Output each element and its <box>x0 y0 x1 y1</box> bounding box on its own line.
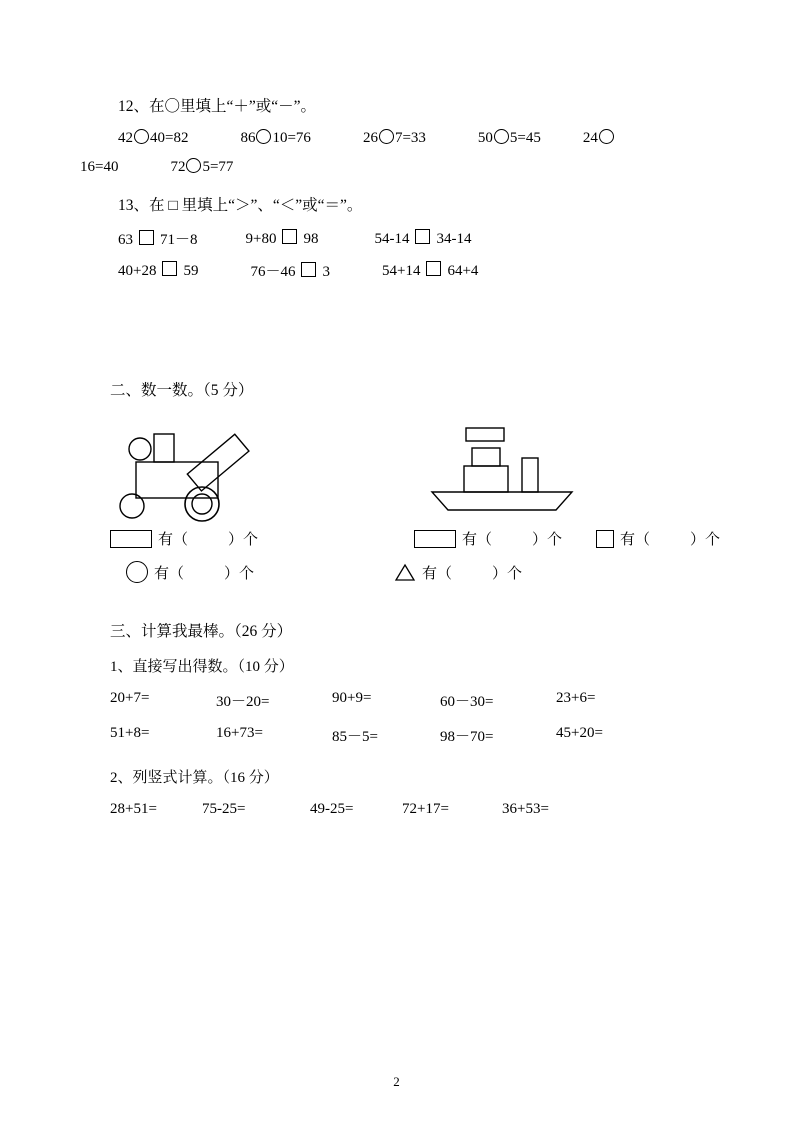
q13-item-6 <box>382 261 478 280</box>
square-blank-icon[interactable] <box>415 229 430 244</box>
calc-item: 72+17= <box>402 801 449 818</box>
count-item-1 <box>110 528 258 549</box>
square-blank-icon[interactable] <box>162 261 177 276</box>
calc-item: 49-25= <box>310 801 354 818</box>
question-13-title: 13、在 □ 里填上“＞”、“＜”或“＝”。 <box>118 197 363 215</box>
count-item-5 <box>394 562 522 583</box>
q12-item-2-right: 10=76 <box>272 130 311 147</box>
question-12-title: 12、在〇里填上“＋”或“－”。 <box>118 98 317 115</box>
circle-blank-icon[interactable] <box>379 129 394 144</box>
q13-item-3-left: 54-14 <box>374 231 410 248</box>
count-item-3 <box>596 528 720 549</box>
count-item-4-label: 有（ <box>154 565 185 582</box>
calc-item: 16+73= <box>216 725 263 742</box>
calc-item: 90+9= <box>332 690 372 707</box>
q13-item-5-right: 3 <box>322 264 330 281</box>
count-item-2-suffix: ）个 <box>531 532 562 549</box>
calc-row-1 <box>80 690 720 711</box>
q13-item-2-left: 9+80 <box>245 231 277 248</box>
count-item-5-label: 有（ <box>422 565 453 582</box>
figures-area <box>80 414 720 524</box>
circle-icon <box>126 561 148 583</box>
q12-item-3 <box>363 129 426 147</box>
section-2-title: 二、数一数。（5 分） <box>110 382 254 400</box>
q12-item-3-left: 26 <box>362 130 378 147</box>
q12-item-1-right: 40=82 <box>150 130 189 147</box>
circle-blank-icon[interactable] <box>599 129 614 144</box>
q12-item-6-left: 72 <box>170 159 186 176</box>
count-item-4 <box>126 561 254 583</box>
page-content <box>80 95 720 832</box>
q12-item-3-right: 7=33 <box>394 130 426 147</box>
q13-item-3 <box>374 229 471 248</box>
q12-item-5-cont <box>80 159 118 176</box>
section-3-sub-1-title: 1、直接写出得数。（10 分） <box>110 659 294 676</box>
q13-item-2 <box>246 229 319 248</box>
calc-item: 23+6= <box>556 690 596 707</box>
question-12-row-1 <box>80 129 720 147</box>
rectangle-icon <box>414 530 456 548</box>
circle-blank-icon[interactable] <box>134 129 149 144</box>
q12-item-4 <box>478 129 541 147</box>
count-row-1 <box>80 528 720 549</box>
calc-item: 85－5= <box>332 729 378 746</box>
q12-item-6-right: 5=77 <box>202 159 234 176</box>
q12-item-5 <box>583 129 615 147</box>
calc-item: 20+7= <box>110 690 150 707</box>
q12-item-4-right: 5=45 <box>509 130 541 147</box>
q13-item-4 <box>118 261 198 280</box>
circle-blank-icon[interactable] <box>256 129 271 144</box>
q12-item-5-left: 24 <box>582 130 598 147</box>
page-number: 2 <box>393 1074 400 1089</box>
tractor-figure-icon <box>106 414 336 524</box>
q13-item-6-right: 64+4 <box>447 263 479 280</box>
question-12-row-2 <box>80 158 720 176</box>
q12-item-2-left: 86 <box>240 130 256 147</box>
question-13-row-2 <box>80 260 720 281</box>
q12-item-1 <box>118 129 188 147</box>
section-3-title: 三、计算我最棒。（26 分） <box>110 623 293 641</box>
calc-item: 60－30= <box>440 694 494 711</box>
count-item-1-label: 有（ <box>158 532 189 549</box>
q13-item-4-right: 59 <box>183 263 199 280</box>
count-item-3-label: 有（ <box>619 532 650 549</box>
count-item-1-suffix: ）个 <box>228 532 259 549</box>
triangle-icon <box>394 563 416 582</box>
calc-item: 28+51= <box>110 801 157 818</box>
calc-item: 30－20= <box>216 694 270 711</box>
square-blank-icon[interactable] <box>301 262 316 277</box>
count-row-2 <box>80 561 720 583</box>
calc-item: 45+20= <box>556 725 603 742</box>
q13-item-4-left: 40+28 <box>118 263 157 280</box>
square-blank-icon[interactable] <box>426 261 441 276</box>
calc-row-2 <box>80 725 720 746</box>
q13-item-1 <box>118 228 198 249</box>
calc-item: 75-25= <box>202 801 246 818</box>
square-blank-icon[interactable] <box>139 230 154 245</box>
circle-blank-icon[interactable] <box>186 158 201 173</box>
q13-item-5-left: 76－46 <box>250 264 296 281</box>
q13-item-1-left: 63 <box>118 232 133 249</box>
circle-blank-icon[interactable] <box>494 129 509 144</box>
boat-figure-icon <box>410 414 610 524</box>
q13-item-3-right: 34-14 <box>436 231 472 248</box>
question-13-row-1 <box>80 228 720 249</box>
q12-item-5-right: 16=40 <box>80 158 119 175</box>
q12-item-6 <box>170 158 233 176</box>
q12-item-2 <box>240 129 310 147</box>
q13-item-5 <box>250 260 330 281</box>
q12-item-4-left: 50 <box>477 130 493 147</box>
count-item-5-suffix: ）个 <box>492 565 523 582</box>
square-icon <box>596 530 614 548</box>
q12-item-1-left: 42 <box>118 130 133 147</box>
count-item-4-suffix: ）个 <box>224 565 255 582</box>
calc-item: 51+8= <box>110 725 150 742</box>
q13-item-1-right: 71－8 <box>160 232 198 249</box>
q13-item-6-left: 54+14 <box>381 263 421 280</box>
calc-item: 36+53= <box>502 801 549 818</box>
count-item-2 <box>414 528 562 549</box>
count-item-3-suffix: ）个 <box>689 532 720 549</box>
count-item-2-label: 有（ <box>461 532 492 549</box>
rectangle-icon <box>110 530 152 548</box>
square-blank-icon[interactable] <box>282 229 297 244</box>
calc-row-3 <box>80 801 720 818</box>
section-3-sub-2-title: 2、列竖式计算。（16 分） <box>110 770 279 787</box>
q13-item-2-right: 98 <box>303 231 319 248</box>
calc-item: 98－70= <box>440 729 494 746</box>
